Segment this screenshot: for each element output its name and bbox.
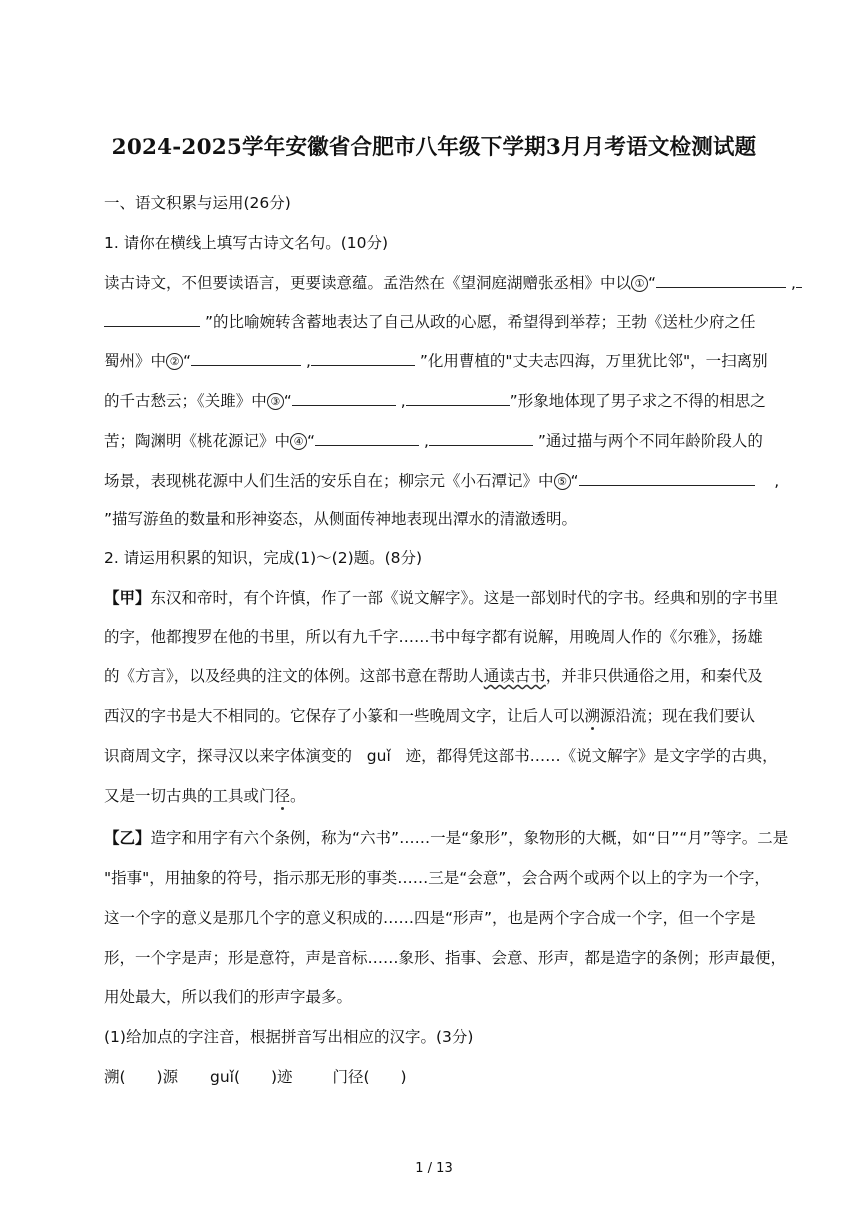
passage-jia-label: 【甲】 — [104, 589, 151, 607]
wavy-underlined-phrase: 通读古书 — [483, 667, 546, 685]
answer-blank[interactable] — [315, 430, 419, 446]
answer-blank[interactable] — [406, 390, 510, 406]
passage-jia-line-3 — [104, 666, 763, 686]
answer-blank[interactable] — [656, 272, 786, 288]
q1-text: 苦；陶渊明《桃花源记》中 — [104, 432, 291, 450]
passage-yi-line-2: "指事"，用抽象的符号，指示那无形的事类……三是“会意”，会合两个或两个以上的字为一个字， — [104, 869, 770, 887]
passage-text: 西汉的字书是大不相同的。它保存了小篆和一些晚周文字，让后人可以 — [104, 707, 585, 725]
page-number: 1 / 13 — [415, 1161, 453, 1176]
answer-blank[interactable] — [191, 350, 301, 366]
q1-text: ”的比喻婉转含蓄地表达了自己从政的心愿，希望得到举荐；王勃《送杜少府之任 — [204, 313, 756, 331]
answer-blank[interactable] — [292, 390, 396, 406]
passage-jia-line-1 — [104, 588, 778, 608]
question-1-heading: 1. 请你在横线上填写古诗文名句。(10分) — [104, 234, 389, 252]
q1-line-1: 读古诗文，不但要读语言，更要读意蕴。孟浩然在《望洞庭湖赠张丞相》中以 ① “ , — [104, 272, 802, 293]
passage-yi-line-5: 用处最大，所以我们的形声字最多。 — [104, 988, 353, 1006]
pinyin: guǐ — [366, 747, 391, 765]
passage-text: 识商周文字，探寻汉以来字体演变的 — [104, 747, 353, 765]
answer-blank[interactable] — [104, 311, 200, 327]
q1-text: 读古诗文，不但要读语言，更要读意蕴。孟浩然在《望洞庭湖赠张丞相》中以 — [104, 274, 632, 292]
answer-blank[interactable] — [311, 350, 415, 366]
passage-yi-line-3: 这一个字的意义是那几个字的意义积成的……四是“形声”，也是两个字合成一个字，但一个字是 — [104, 909, 756, 927]
blank-marker-1: ① — [631, 275, 648, 292]
blank-marker-5: ⑤ — [554, 473, 571, 490]
passage-jia-line-6 — [104, 786, 306, 806]
blank-marker-3: ③ — [267, 393, 284, 410]
answer-item[interactable]: guǐ( )迹 — [209, 1068, 293, 1086]
passage-yi-line-4: 形，一个字是声；形是意符，声是音标……象形、指事、会意、形声，都是造字的条例；形声最便， — [104, 949, 787, 967]
passage-jia-line-4 — [104, 706, 755, 726]
answer-item[interactable]: 门径( ) — [332, 1068, 407, 1086]
passage-jia-line-5 — [104, 746, 778, 766]
passage-text: 。 — [290, 787, 306, 805]
q1-text: ”通过描与两个不同年龄阶段人的 — [537, 432, 763, 450]
q1-text: ”化用曹植的"丈夫志四海，万里犹比邻"，一扫离别 — [419, 352, 768, 370]
q1-text: 的千古愁云；《关雎》中 — [104, 392, 267, 410]
sub-question-1: (1)给加点的字注音，根据拼音写出相应的汉字。(3分) — [104, 1028, 474, 1046]
q1-line-5: 苦；陶渊明《桃花源记》中 ④ “ , ”通过描与两个不同年龄阶段人的 — [104, 432, 763, 450]
answer-blank[interactable] — [579, 470, 755, 486]
passage-text: 源沿流；现在我们要认 — [600, 707, 756, 725]
blank-marker-4: ④ — [290, 433, 307, 450]
dotted-char: 溯 — [584, 707, 601, 725]
passage-yi-label: 【乙】 — [104, 829, 151, 847]
passage-jia-line-2: 的字，他都搜罗在他的书里，所以有九千字……书中每字都有说解，用晚周人作的《尔雅》，扬雄 — [104, 628, 763, 646]
passage-text: 造字和用字有六个条例，称为“六书”……一是“象形”，象物形的大概，如“日”“月”等字。二是 — [150, 829, 789, 847]
answer-blank[interactable] — [796, 272, 802, 288]
passage-text: 东汉和帝时，有个许慎，作了一部《说文解字》。这是一部划时代的字书。经典和别的字书里 — [150, 589, 779, 607]
answer-row — [104, 1067, 407, 1087]
passage-text: 迹，都得凭这部书……《说文解字》是文字学的古典， — [405, 747, 778, 765]
q1-line-3: 蜀州》中 ② “ , ”化用曹植的"丈夫志四海，万里犹比邻"，一扫离别 — [104, 352, 768, 370]
passage-text: 的《方言》，以及经典的注文的体例。这部书意在帮助人 — [104, 667, 484, 685]
q1-line-7: ”描写游鱼的数量和形神姿态，从侧面传神地表现出潭水的清澈透明。 — [104, 510, 578, 528]
q1-text: 蜀州》中 — [104, 352, 167, 370]
q1-line-2 — [104, 311, 755, 332]
q1-line-4: 的千古愁云；《关雎》中 ③ “ , ”形象地体现了男子求之不得的相思之 — [104, 392, 766, 410]
answer-blank[interactable] — [429, 430, 533, 446]
passage-text: ，并非只供通俗之用，和秦代及 — [545, 667, 763, 685]
q1-text: 形象地体现了男子求之不得的相思之 — [517, 392, 766, 410]
answer-item[interactable]: 溯( )源 — [104, 1068, 179, 1086]
exam-title: 2024-2025学年安徽省合肥市八年级下学期3月月考语文检测试题 — [111, 135, 757, 160]
passage-yi-line-1 — [104, 828, 788, 848]
question-2-heading: 2. 请运用积累的知识，完成(1)～(2)题。(8分) — [104, 549, 423, 567]
passage-text: 又是一切古典的工具或门 — [104, 787, 275, 805]
dotted-char: 径 — [274, 787, 291, 805]
q1-line-6: 场景，表现桃花源中人们生活的安乐自在；柳宗元《小石潭记》中 ⑤ “ , — [104, 472, 780, 490]
section-heading: 一、语文积累与运用(26分) — [104, 194, 291, 212]
blank-marker-2: ② — [166, 353, 183, 370]
q1-text: 场景，表现桃花源中人们生活的安乐自在；柳宗元《小石潭记》中 — [104, 472, 554, 490]
